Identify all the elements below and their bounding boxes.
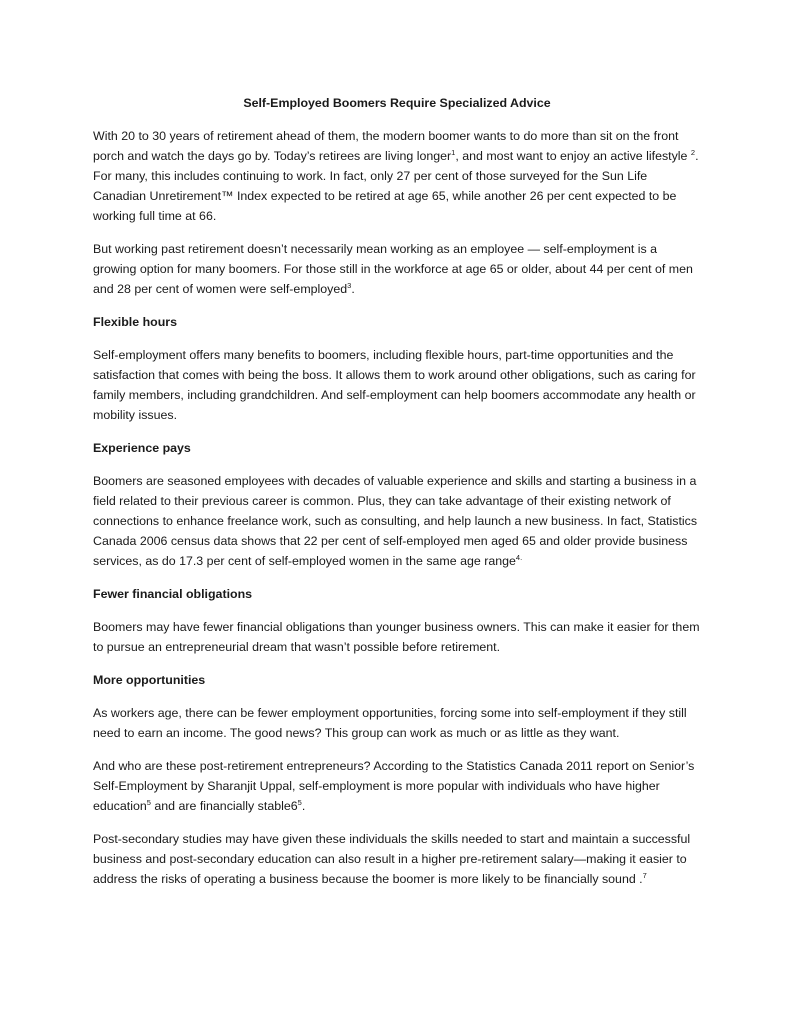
paragraph-post-secondary [93, 829, 701, 889]
paragraph-entrepreneurs-text-a: And who are these post-retirement entrepreneurs? According to the Statistics Canada 2011 report on Senior’s Self-Employment by Sharanjit Uppal, self-employment is more popular with individuals who have higher education [93, 759, 695, 813]
paragraph-experience-text: Boomers are seasoned employees with decades of valuable experience and skills and starting a business in a field related to their previous career is common. Plus, they can take advantage of their existing network of connections to enhance freelance work, such as consulting, and help launch a new business. In fact, Statistics Canada 2006 census data shows that 22 per cent of self-employed men aged 65 and older provide business services, as do 17.3 per cent of self-employed women in the same age range [93, 474, 698, 568]
paragraph-working-text-b: . [351, 282, 355, 296]
heading-fewer-obligations: Fewer financial obligations [93, 587, 253, 601]
footnote-5: 5 [146, 797, 151, 807]
paragraph-intro-text-a: With 20 to 30 years of retirement ahead of them, the modern boomer wants to do more than sit on the front porch and watch the days go by. Today’s retirees are living longer [93, 129, 679, 163]
paragraph-intro-text-b: , and most want to enjoy an active lifestyle [455, 149, 691, 163]
footnote-3: 3 [347, 280, 352, 290]
paragraph-fewer-obligations: Boomers may have fewer financial obligations than younger business owners. This can make it easier for them to pursue an entrepreneurial dream that wasn’t possible before retirement. [93, 620, 700, 654]
footnote-1: 1 [451, 147, 456, 157]
paragraph-more-opportunities: As workers age, there can be fewer employment opportunities, forcing some into self-employment if they still need to earn an income. The good news? This group can work as much or as little as they want. [93, 706, 687, 740]
paragraph-entrepreneurs-text-c: . [301, 799, 306, 813]
paragraph-post-retirement-entrepreneurs [93, 756, 701, 816]
footnote-2: 2 [690, 147, 696, 157]
document-page [93, 93, 701, 902]
paragraph-intro [93, 126, 701, 226]
paragraph-working-text-a: But working past retirement doesn’t necessarily mean working as an employee — self-employment is a growing option for many boomers. For those still in the workforce at age 65 or older, about 44 per cent of men and 28 per cent of women were self-employed [93, 242, 693, 296]
footnote-4: 4. [515, 552, 523, 562]
heading-flexible-hours: Flexible hours [93, 315, 177, 329]
paragraph-post-secondary-text: Post-secondary studies may have given these individuals the skills needed to start and maintain a successful business and post-secondary education can also result in a higher pre-retirement salary—making it easier to address the risks of operating a business because the boomer is more likely to be financially sound . [93, 832, 691, 886]
heading-more-opportunities: More opportunities [93, 673, 206, 687]
paragraph-entrepreneurs-text-b: and are financially stable6 [150, 799, 298, 813]
paragraph-working-past-retirement [93, 239, 701, 299]
paragraph-flexible-hours: Self-employment offers many benefits to boomers, including flexible hours, part-time opportunities and the satisfaction that comes with being the boss. It allows them to work around other obligations, such as caring for family members, including grandchildren. And self-employment can help boomers accommodate any health or mobility issues. [93, 348, 696, 422]
document-title: Self-Employed Boomers Require Specialized Advice [243, 96, 551, 110]
footnote-7: 7 [642, 870, 647, 880]
footnote-6: 5 [297, 797, 302, 807]
heading-experience-pays: Experience pays [93, 441, 191, 455]
paragraph-experience-pays [93, 471, 701, 571]
paragraph-intro-text-c: . For many, this includes continuing to work. In fact, only 27 per cent of those surveyed for the Sun Life Canadian Unretirement™ Index expected to be retired at age 65, while another 26 per cent expected to be working full time at 66. [93, 149, 699, 223]
